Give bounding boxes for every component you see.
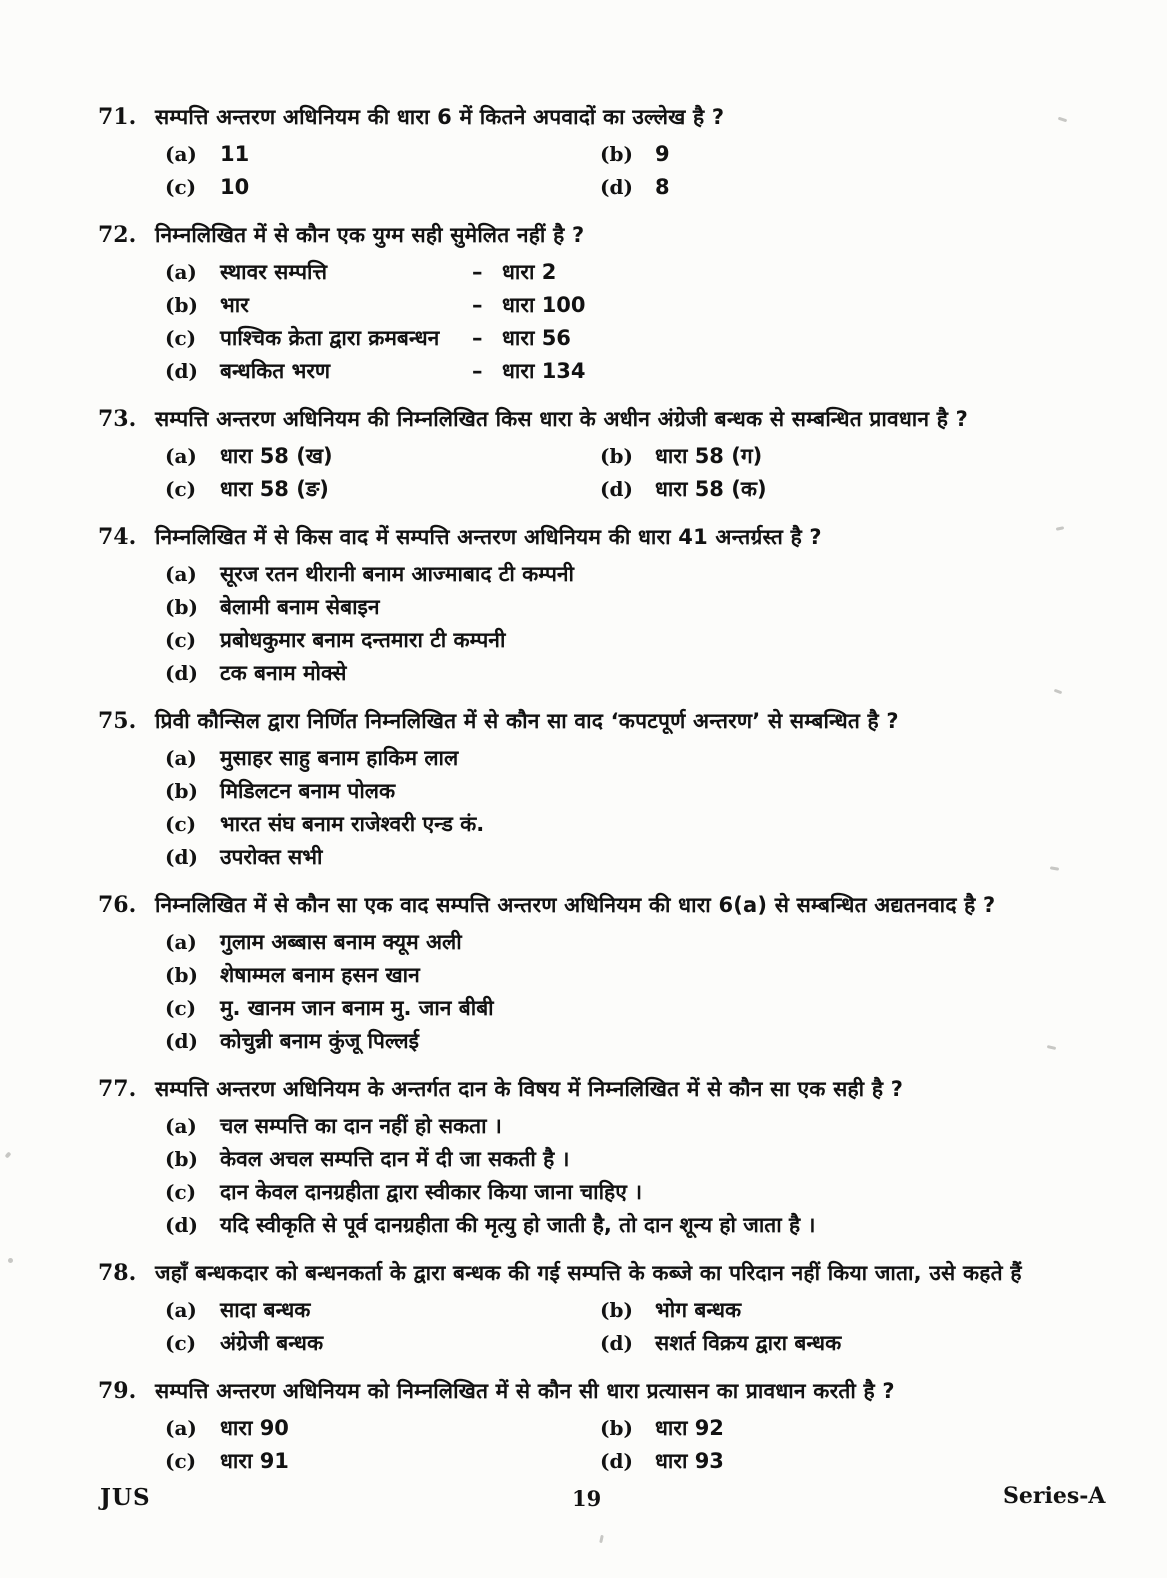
question-head	[98, 102, 1130, 133]
question-72-option-a	[165, 256, 1130, 289]
question-78-option-c	[165, 1327, 600, 1360]
option-letter: (b)	[165, 595, 198, 619]
question-74-option-d	[165, 657, 1130, 690]
question-76-option-b	[165, 959, 1130, 992]
options	[165, 256, 1130, 388]
option-letter: (b)	[600, 444, 633, 468]
footer-booklet-code: JUS	[100, 1484, 151, 1511]
option-letter: (a)	[165, 562, 197, 586]
option-text: 11	[220, 142, 250, 166]
question-head	[98, 890, 1130, 921]
options	[165, 1294, 1130, 1360]
question-76-option-a	[165, 926, 1130, 959]
question-73-option-d	[600, 473, 1130, 506]
option-text: सशर्त विक्रय द्वारा बन्धक	[655, 1331, 842, 1355]
option-text: यदि स्वीकृति से पूर्व दानग्रहीता की मृत्यु हो जाती है, तो दान शून्य हो जाता है ।	[220, 1213, 816, 1237]
option-text: भार	[220, 293, 249, 317]
option-text: मुसाहर साहु बनाम हाकिम लाल	[220, 746, 459, 770]
option-letter: (d)	[600, 1449, 633, 1473]
question-72-option-d	[165, 355, 1130, 388]
option-text: बेलामी बनाम सेबाइन	[220, 595, 380, 619]
option-letter: (b)	[600, 1416, 633, 1440]
option-text: भारत संघ बनाम राजेश्वरी एन्ड कं.	[220, 812, 485, 836]
option-text: धारा 58 (ख)	[220, 444, 333, 468]
question-71-option-d	[600, 171, 1130, 204]
match-value: धारा 100	[502, 293, 586, 317]
option-text: उपरोक्त सभी	[220, 845, 323, 869]
question-79-option-b	[600, 1412, 1130, 1445]
question-text: निम्नलिखित में से कौन एक युग्म सही सुमेलित नहीं है ?	[155, 223, 585, 247]
option-text: मिडिलटन बनाम पोलक	[220, 779, 396, 803]
option-letter: (d)	[600, 1331, 633, 1355]
question-list	[98, 102, 1130, 1494]
option-letter: (d)	[165, 661, 198, 685]
question-text: निम्नलिखित में से कौन सा एक वाद सम्पत्ति अन्तरण अधिनियम की धारा 6(a) से सम्बन्धित अद्यतनवाद है ?	[155, 893, 996, 917]
option-text: स्थावर सम्पत्ति	[220, 260, 327, 284]
option-text: 9	[655, 142, 670, 166]
option-text: गुलाम अब्बास बनाम क्यूम अली	[220, 930, 462, 954]
scan-artifact	[8, 1258, 13, 1263]
options	[165, 1412, 1130, 1478]
question-text: सम्पत्ति अन्तरण अधिनियम की निम्नलिखित किस धारा के अधीन अंग्रेजी बन्धक से सम्बन्धित प्रावधान है ?	[155, 407, 969, 431]
option-letter: (c)	[165, 1331, 197, 1355]
question-75	[98, 706, 1130, 874]
match-dash: –	[472, 359, 483, 383]
option-letter: (a)	[165, 746, 197, 770]
question-71-option-b	[600, 138, 1130, 171]
option-text: भोग बन्धक	[655, 1298, 742, 1322]
option-text: पाश्चिक क्रेता द्वारा क्रमबन्धन	[220, 326, 440, 350]
options	[165, 558, 1130, 690]
question-number: 71.	[98, 104, 137, 130]
question-71-option-a	[165, 138, 600, 171]
option-letter: (b)	[600, 1298, 633, 1322]
option-letter: (b)	[165, 1147, 198, 1171]
option-letter: (d)	[165, 1029, 198, 1053]
question-79-option-c	[165, 1445, 600, 1478]
question-78-option-d	[600, 1327, 1130, 1360]
option-text: धारा 58 (ग)	[655, 444, 763, 468]
footer-series-label: Series-A	[1003, 1483, 1106, 1509]
question-head	[98, 404, 1130, 435]
options	[165, 742, 1130, 874]
option-letter: (a)	[165, 260, 197, 284]
question-text: सम्पत्ति अन्तरण अधिनियम की धारा 6 में कितने अपवादों का उल्लेख है ?	[155, 105, 725, 129]
option-letter: (d)	[165, 845, 198, 869]
option-letter: (a)	[165, 444, 197, 468]
option-letter: (c)	[165, 1180, 197, 1204]
question-79-option-d	[600, 1445, 1130, 1478]
question-75-option-a	[165, 742, 1130, 775]
question-72	[98, 220, 1130, 388]
question-text: सम्पत्ति अन्तरण अधिनियम के अन्तर्गत दान के विषय में निम्नलिखित में से कौन सा एक सही है ?	[155, 1077, 904, 1101]
options	[165, 440, 1130, 506]
option-text: धारा 58 (क)	[655, 477, 767, 501]
question-72-option-c	[165, 322, 1130, 355]
question-75-option-b	[165, 775, 1130, 808]
option-letter: (c)	[165, 477, 197, 501]
question-number: 79.	[98, 1378, 137, 1404]
option-text: दान केवल दानग्रहीता द्वारा स्वीकार किया जाना चाहिए ।	[220, 1180, 643, 1204]
options	[165, 1110, 1130, 1242]
option-letter: (b)	[165, 963, 198, 987]
option-text: मु. खानम जान बनाम मु. जान बीबी	[220, 996, 494, 1020]
question-74	[98, 522, 1130, 690]
option-text: 8	[655, 175, 670, 199]
question-text: सम्पत्ति अन्तरण अधिनियम को निम्नलिखित में से कौन सी धारा प्रत्यासन का प्रावधान करती है ?	[155, 1379, 895, 1403]
match-dash: –	[472, 326, 483, 350]
option-text: सादा बन्धक	[220, 1298, 311, 1322]
option-text: शेषाम्मल बनाम हसन खान	[220, 963, 420, 987]
option-letter: (b)	[600, 142, 633, 166]
option-text: टक बनाम मोक्से	[220, 661, 347, 685]
question-number: 78.	[98, 1260, 137, 1286]
question-number: 74.	[98, 524, 137, 550]
question-72-option-b	[165, 289, 1130, 322]
question-71	[98, 102, 1130, 204]
options	[165, 926, 1130, 1058]
option-text: सूरज रतन थीरानी बनाम आज्माबाद टी कम्पनी	[220, 562, 574, 586]
option-text: धारा 92	[655, 1416, 724, 1440]
question-number: 76.	[98, 892, 137, 918]
question-73	[98, 404, 1130, 506]
question-79-option-a	[165, 1412, 600, 1445]
question-77-option-c	[165, 1176, 1130, 1209]
question-77-option-a	[165, 1110, 1130, 1143]
question-number: 73.	[98, 406, 137, 432]
question-73-option-c	[165, 473, 600, 506]
question-74-option-a	[165, 558, 1130, 591]
option-letter: (a)	[165, 1114, 197, 1138]
question-79	[98, 1376, 1130, 1478]
option-letter: (c)	[165, 326, 197, 350]
question-head	[98, 220, 1130, 251]
option-letter: (a)	[165, 1298, 197, 1322]
question-text: निम्नलिखित में से किस वाद में सम्पत्ति अन्तरण अधिनियम की धारा 41 अन्तर्ग्रस्त है ?	[155, 525, 822, 549]
question-73-option-a	[165, 440, 600, 473]
option-letter: (a)	[165, 930, 197, 954]
question-head	[98, 522, 1130, 553]
option-letter: (c)	[165, 1449, 197, 1473]
question-76-option-c	[165, 992, 1130, 1025]
option-text: धारा 91	[220, 1449, 289, 1473]
match-dash: –	[472, 293, 483, 317]
option-text: धारा 58 (ङ)	[220, 477, 329, 501]
question-74-option-b	[165, 591, 1130, 624]
question-75-option-c	[165, 808, 1130, 841]
question-head	[98, 1074, 1130, 1105]
question-75-option-d	[165, 841, 1130, 874]
question-77-option-b	[165, 1143, 1130, 1176]
question-76-option-d	[165, 1025, 1130, 1058]
question-number: 77.	[98, 1076, 137, 1102]
question-78-option-b	[600, 1294, 1130, 1327]
option-letter: (d)	[165, 359, 198, 383]
match-value: धारा 134	[502, 359, 586, 383]
question-77-option-d	[165, 1209, 1130, 1242]
option-letter: (c)	[165, 628, 197, 652]
question-71-option-c	[165, 171, 600, 204]
match-dash: –	[472, 260, 483, 284]
option-letter: (a)	[165, 142, 197, 166]
question-text: जहाँ बन्धकदार को बन्धनकर्ता के द्वारा बन्धक की गई सम्पत्ति के कब्जे का परिदान नहीं किया जाता, उसे कहते हैं	[155, 1261, 1022, 1285]
option-text: कोचुन्नी बनाम कुंजू पिल्लई	[220, 1029, 419, 1053]
option-text: धारा 93	[655, 1449, 724, 1473]
option-text: 10	[220, 175, 250, 199]
option-text: चल सम्पत्ति का दान नहीं हो सकता ।	[220, 1114, 502, 1138]
footer-page-number: 19	[572, 1486, 602, 1511]
scan-artifact	[5, 1151, 12, 1158]
option-letter: (d)	[600, 175, 633, 199]
question-head	[98, 1376, 1130, 1407]
question-number: 75.	[98, 708, 137, 734]
option-letter: (a)	[165, 1416, 197, 1440]
question-number: 72.	[98, 222, 137, 248]
scan-artifact	[599, 1535, 604, 1543]
option-text: अंग्रेजी बन्धक	[220, 1331, 324, 1355]
question-head	[98, 706, 1130, 737]
option-letter: (c)	[165, 175, 197, 199]
option-letter: (b)	[165, 779, 198, 803]
question-78	[98, 1258, 1130, 1360]
question-78-option-a	[165, 1294, 600, 1327]
question-73-option-b	[600, 440, 1130, 473]
question-74-option-c	[165, 624, 1130, 657]
option-letter: (d)	[165, 1213, 198, 1237]
option-text: प्रबोधकुमार बनाम दन्तमारा टी कम्पनी	[220, 628, 506, 652]
option-letter: (d)	[600, 477, 633, 501]
option-text: धारा 90	[220, 1416, 289, 1440]
option-letter: (c)	[165, 996, 197, 1020]
option-letter: (b)	[165, 293, 198, 317]
question-head	[98, 1258, 1130, 1289]
match-value: धारा 56	[502, 326, 571, 350]
question-77	[98, 1074, 1130, 1242]
option-text: केवल अचल सम्पत्ति दान में दी जा सकती है ।	[220, 1147, 570, 1171]
match-value: धारा 2	[502, 260, 557, 284]
question-76	[98, 890, 1130, 1058]
question-text: प्रिवी कौन्सिल द्वारा निर्णित निम्नलिखित में से कौन सा वाद ‘कपटपूर्ण अन्तरण’ से सम्बन्धित है ?	[155, 709, 899, 733]
options	[165, 138, 1130, 204]
option-text: बन्धकित भरण	[220, 359, 331, 383]
option-letter: (c)	[165, 812, 197, 836]
